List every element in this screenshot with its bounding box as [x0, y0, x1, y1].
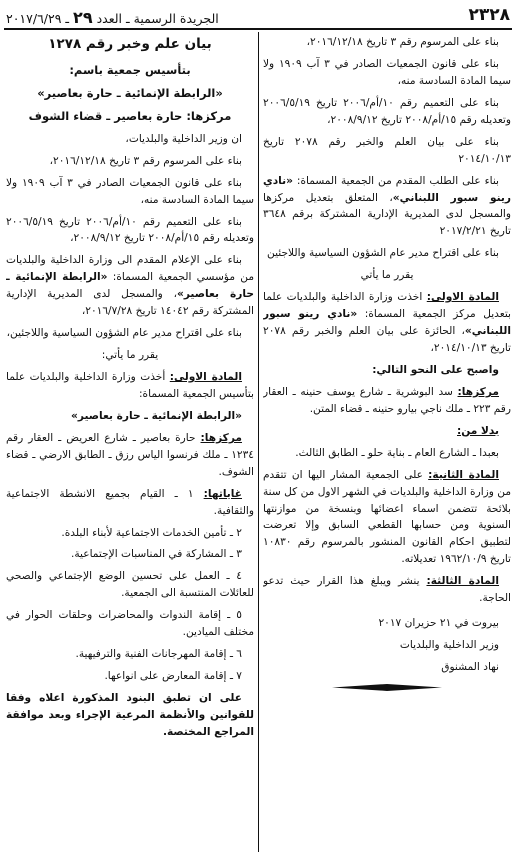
end-ornament	[332, 684, 442, 691]
hq-text: سد البوشرية ـ شارع يوسف حنينه ـ العقار رقم ٢٢٣ ـ ملك ناجي بيارو حنينه ـ قضاء المتن.	[263, 385, 511, 415]
recital-decree: بناء على المرسوم رقم ٣ تاريخ ٢٠١٦/١٢/١٨،	[49, 154, 242, 167]
goal-5: ٥ ـ إقامة الندوات والمحاضرات وحلقات الحوار في مختلف الميادين.	[6, 609, 254, 639]
recital-proposal: بناء على اقتراح مدير عام الشؤون السياسية واللاجئين،	[6, 327, 242, 340]
new-headquarters	[263, 384, 511, 418]
page-number: ٢٣٢٨	[468, 5, 510, 25]
signer-name: نهاد المشنوق	[441, 661, 499, 673]
goal-7: ٧ ـ إقامة المعارض على انواعها.	[104, 670, 242, 683]
article-3	[263, 573, 511, 607]
article-1-name: «نادي رينو سبور اللبناني»	[263, 308, 511, 338]
goal-6: ٦ ـ إقامة المهرجانات الفنية والترفيهية.	[75, 648, 242, 661]
minister-line: ان وزير الداخلية والبلديات،	[125, 132, 242, 145]
article-2-text: على الجمعية المشار اليها ان تتقدم من وزارة الداخلية والبلديات في الشهر الاول من كل سنة بلائحة تتضمن اسماء اعضائها وبنسخة من موازنتها السنوية ومن حسابها القطعي السابق وإلا تعرضت لتطبيق احكام القانون المنشور بالمرسوم رقم ١٠٨٣٠ تاريخ ١٩٦٢/١٠/٩ تعديلاته.	[263, 468, 511, 566]
recital-request	[263, 173, 511, 241]
article-1-rest: ، الحائزة على بيان العلم والخبر رقم ٢٠٧٨ تاريخ ٢٠١٤/١٠/١٣،	[263, 325, 511, 354]
goal-4: ٤ ـ العمل على تحسين الوضع الإجتماعي والصحي للعائلات المنتسبة الى الجمعية.	[6, 570, 254, 600]
goals-label: غاياتها:	[203, 487, 242, 500]
article-3-text: ينشر ويبلغ هذا القرار حيث تدعو الحاجة.	[263, 575, 511, 605]
hq-text: حارة بعاصير ـ شارع العريض ـ العقار رقم ١٢٣٤ ـ ملك فرنسوا الياس رزق ـ الطابق الارضي ـ قضاء الشوف.	[6, 431, 254, 478]
signer-title: وزير الداخلية والبلديات	[399, 639, 499, 652]
association-name: «الرابطة الإنمائية ـ حارة بعاصير»	[6, 271, 254, 301]
goal-2: ٢ ـ تأمين الخدمات الاجتماعية لأبناء البلدة.	[61, 526, 242, 539]
recital-notification-lead: بناء على الإعلام المقدم الى وزارة الداخلية والبلديات من مؤسسي الجمعية المسماة:	[6, 254, 254, 284]
left-column	[6, 34, 254, 852]
recital-law: بناء على قانون الجمعيات الصادر في ٣ آب ١٩٠٩ ولا سيما المادة السادسة منه،	[263, 57, 511, 87]
article-2-label: المادة الثانية:	[428, 468, 499, 481]
decides-heading: يقرر ما يأتي:	[101, 349, 159, 362]
issue-date: ـ ٢٠١٧/٦/٢٩	[6, 11, 70, 26]
article-1-label: المادة الاولى:	[426, 291, 499, 304]
recital-request-lead: بناء على الطلب المقدم من الجمعية المسماة:	[296, 174, 499, 187]
article-1-text: أخذت وزارة الداخلية والبلديات علما بتأسيس الجمعية المسماة:	[6, 371, 254, 400]
article-1	[6, 369, 254, 403]
association-name: «نادي رينو سبور اللبناني»	[263, 174, 511, 204]
recital-notification	[6, 252, 254, 320]
article-3-label: المادة الثالثة:	[426, 575, 500, 588]
goal-1	[6, 486, 254, 520]
article-1	[263, 289, 511, 357]
recital-circular: بناء على التعميم رقم ١٠/أم/٢٠٠٦ تاريخ ٢٠٠٦/٥/١٩ وتعديله رقم ١٥/أم/٢٠٠٨ تاريخ ٢٠٠٨/٩/١٢،	[263, 96, 511, 126]
notice-subtitle: بتأسيس جمعية باسم:	[69, 62, 191, 77]
issue-line	[6, 8, 219, 27]
article-2	[263, 467, 511, 569]
right-column	[263, 34, 511, 852]
issue-number: ٢٩	[73, 8, 93, 27]
column-divider	[258, 32, 259, 852]
article-1-name: «الرابطة الإنمائية ـ حارة بعاصير»	[71, 409, 242, 422]
goal-1-text: ١ ـ القيام بجميع الانشطة الاجتماعية والثقافية.	[6, 487, 254, 517]
old-headquarters: بعبدا ـ الشارع العام ـ بناية حلو ـ الطابق الثالث.	[295, 446, 499, 459]
notice-title: بيان علم وخبر رقم ١٢٧٨	[48, 36, 212, 52]
recital-proposal: بناء على اقتراح مدير عام الشؤون السياسية واللاجئين	[267, 247, 499, 260]
instead-heading: بدلا من:	[456, 424, 499, 437]
article-1-text: اخذت وزارة الداخلية والبلديات علما بتعديل مركز الجمعية المسماة:	[263, 291, 511, 321]
hq-label: مركزها:	[200, 431, 242, 444]
hq-label: مركزها:	[457, 385, 499, 398]
notice-association-name: «الرابطة الإنمائية ـ حارة بعاصير»	[37, 85, 223, 100]
place-date: بيروت في ٢١ حزيران ٢٠١٧	[378, 617, 499, 630]
recital-request-rest: ، المتعلق بتعديل مركزها والمسجل لدى المديرية الإدارية المشتركة برقم ٣٦٤٨ تاريخ ٢٠١٧/٢/٢١	[263, 191, 511, 238]
page-header	[4, 4, 512, 30]
recital-circular: بناء على التعميم رقم ١٠/أم/٢٠٠٦ تاريخ ٢٠٠٦/٥/١٩ وتعديله رقم ١٥/أم/٢٠٠٨ تاريخ ٢٠٠٨/٩/١٢،	[6, 215, 254, 245]
recital-decree: بناء على المرسوم رقم ٣ تاريخ ٢٠١٦/١٢/١٨،	[306, 36, 499, 48]
goal-3: ٣ ـ المشاركة في المناسبات الإجتماعية.	[71, 548, 242, 561]
headquarters	[6, 430, 254, 481]
article-1-label: المادة الاولى:	[169, 371, 242, 384]
decides-heading: يقرر ما يأتي	[360, 269, 414, 282]
became-heading: واصبح على النحو التالي:	[372, 363, 499, 376]
notice-headquarters: مركزها: حارة بعاصير ـ قضاء الشوف	[28, 109, 232, 124]
recital-law: بناء على قانون الجمعيات الصادر في ٣ آب ١٩٠٩ ولا سيما المادة السادسة منه،	[6, 176, 254, 206]
closing-clause: على ان تطبق البنود المذكورة اعلاه وفقا للقوانين والأنظمة المرعية الإجراء وبعد موافقة المراجع المختصة.	[6, 692, 254, 738]
recital-notification-rest: ، والمسجل لدى المديرية الإدارية المشتركة رقم ١٤٠٤٢ تاريخ ٢٠١٦/٧/٢٨،	[6, 288, 254, 318]
issue-prefix: الجريدة الرسمية ـ العدد	[96, 11, 219, 26]
recital-statement: بناء على بيان العلم والخبر رقم ٢٠٧٨ تاريخ ٢٠١٤/١٠/١٣	[263, 135, 511, 165]
